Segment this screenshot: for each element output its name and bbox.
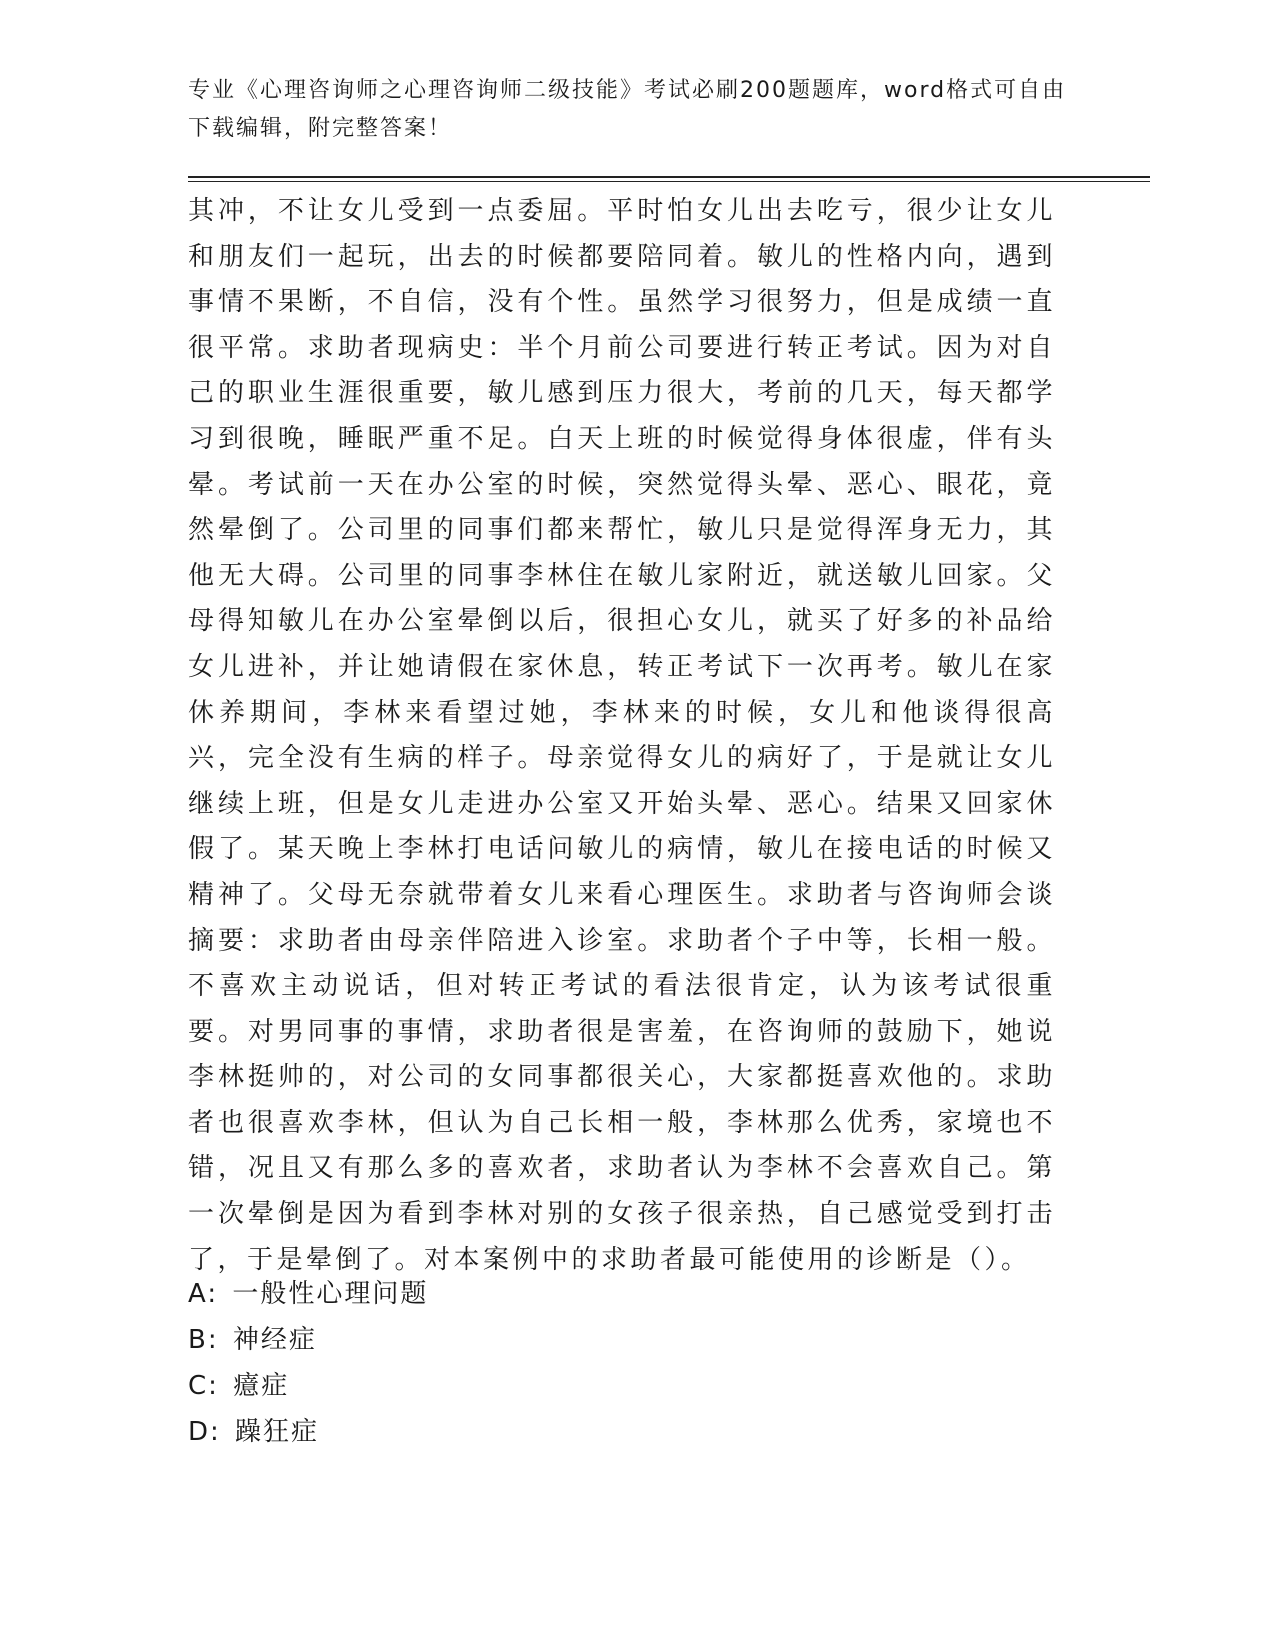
- header-rule-thin: [188, 181, 1150, 182]
- page-header: 专业《心理咨询师之心理咨询师二级技能》考试必刷200题题库，word格式可自由下载编辑，附完整答案！: [188, 78, 1067, 141]
- option-letter: A:: [188, 1279, 219, 1309]
- option-letter: C:: [188, 1371, 219, 1401]
- option-text: 一般性心理问题: [232, 1279, 429, 1309]
- option-d: [188, 1409, 1056, 1455]
- option-letter: D:: [188, 1417, 221, 1447]
- question-text: 其冲，不让女儿受到一点委屈。平时怕女儿出去吃亏，很少让女儿和朋友们一起玩，出去的时候都要陪同着。敏儿的性格内向，遇到事情不果断，不自信，没有个性。虽然学习很努力，但是成绩一直很平常。求助者现病史：半个月前公司要进行转正考试。因为对自己的职业生涯很重要，敏儿感到压力很大，考前的几天，每天都学习到很晚，睡眠严重不足。白天上班的时候觉得身体很虚，伴有头晕。考试前一天在办公室的时候，突然觉得头晕、恶心、眼花，竟然晕倒了。公司里的同事们都来帮忙，敏儿只是觉得浑身无力，其他无大碍。公司里的同事李林住在敏儿家附近，就送敏儿回家。父母得知敏儿在办公室晕倒以后，很担心女儿，就买了好多的补品给女儿进补，并让她请假在家休息，转正考试下一次再考。敏儿在家休养期间，李林来看望过她，李林来的时候，女儿和他谈得很高兴，完全没有生病的样子。母亲觉得女儿的病好了，于是就让女儿继续上班，但是女儿走进办公室又开始头晕、恶心。结果又回家休假了。某天晚上李林打电话问敏儿的病情，敏儿在接电话的时候又精神了。父母无奈就带着女儿来看心理医生。求助者与咨询师会谈摘要：求助者由母亲伴陪进入诊室。求助者个子中等，长相一般。不喜欢主动说话，但对转正考试的看法很肯定，认为该考试很重要。对男同事的事情，求助者很是害羞，在咨询师的鼓励下，她说李林挺帅的，对公司的女同事都很关心，大家都挺喜欢他的。求助者也很喜欢李林，但认为自己长相一般，李林那么优秀，家境也不错，况且又有那么多的喜欢者，求助者认为李林不会喜欢自己。第一次晕倒是因为看到李林对别的女孩子很亲热，自己感觉受到打击了，于是晕倒了。对本案例中的求助者最可能使用的诊断是（）。: [188, 196, 1056, 1275]
- header-rule-thick: [188, 176, 1150, 178]
- option-text: 神经症: [232, 1325, 317, 1355]
- option-b: [188, 1317, 1056, 1363]
- answer-options: [188, 1271, 1056, 1455]
- option-text: 癔症: [233, 1371, 290, 1401]
- option-letter: B:: [188, 1325, 219, 1355]
- option-a: [188, 1271, 1056, 1317]
- option-c: [188, 1363, 1056, 1409]
- option-text: 躁狂症: [235, 1417, 320, 1447]
